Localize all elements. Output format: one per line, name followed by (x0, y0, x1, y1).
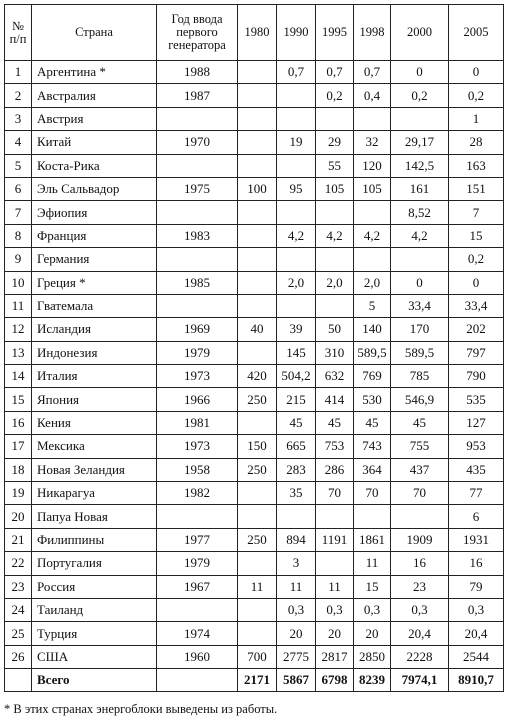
cell-1990: 2775 (277, 645, 316, 668)
table-row (5, 131, 504, 154)
cell-2005: 0 (449, 61, 504, 84)
cell-1995: 286 (316, 458, 354, 481)
cell-2000: 546,9 (391, 388, 449, 411)
cell-1990: 0,3 (277, 598, 316, 621)
cell-2000: 0,3 (391, 598, 449, 621)
cell-country: Турция (32, 622, 157, 645)
cell-1980 (238, 61, 277, 84)
cell-year: 1977 (157, 528, 238, 551)
total-2005: 8910,7 (449, 669, 504, 692)
cell-1998: 2850 (354, 645, 391, 668)
cell-1995: 2,0 (316, 271, 354, 294)
cell-1995 (316, 107, 354, 130)
cell-1995: 0,3 (316, 598, 354, 621)
cell-country: Австрия (32, 107, 157, 130)
col-header-1995: 1995 (316, 5, 354, 61)
cell-2000: 23 (391, 575, 449, 598)
cell-1990: 20 (277, 622, 316, 645)
cell-1995 (316, 248, 354, 271)
cell-number: 23 (5, 575, 32, 598)
cell-1990 (277, 294, 316, 317)
cell-year (157, 107, 238, 130)
cell-1998: 5 (354, 294, 391, 317)
cell-1980: 250 (238, 458, 277, 481)
cell-1995: 70 (316, 482, 354, 505)
cell-1980 (238, 505, 277, 528)
cell-number: 20 (5, 505, 32, 528)
cell-1990: 504,2 (277, 365, 316, 388)
cell-1995: 20 (316, 622, 354, 645)
cell-number: 15 (5, 388, 32, 411)
cell-country: Япония (32, 388, 157, 411)
cell-1998: 120 (354, 154, 391, 177)
cell-country: Никарагуа (32, 482, 157, 505)
cell-1995: 2817 (316, 645, 354, 668)
cell-1990: 894 (277, 528, 316, 551)
cell-number: 18 (5, 458, 32, 481)
cell-1998: 0,4 (354, 84, 391, 107)
cell-2000: 45 (391, 411, 449, 434)
cell-1998 (354, 248, 391, 271)
cell-1980 (238, 294, 277, 317)
cell-2000 (391, 248, 449, 271)
cell-number: 11 (5, 294, 32, 317)
total-2000: 7974,1 (391, 669, 449, 692)
cell-1980 (238, 411, 277, 434)
cell-year: 1973 (157, 365, 238, 388)
cell-number: 16 (5, 411, 32, 434)
cell-number: 5 (5, 154, 32, 177)
cell-year: 1973 (157, 435, 238, 458)
table-row (5, 318, 504, 341)
cell-1998: 11 (354, 552, 391, 575)
cell-1980: 40 (238, 318, 277, 341)
cell-2005: 0,3 (449, 598, 504, 621)
table-row (5, 505, 504, 528)
cell-2005: 7 (449, 201, 504, 224)
cell-1980: 100 (238, 177, 277, 200)
table-row (5, 552, 504, 575)
cell-1980 (238, 107, 277, 130)
cell-number: 19 (5, 482, 32, 505)
cell-2000: 589,5 (391, 341, 449, 364)
cell-1998: 2,0 (354, 271, 391, 294)
total-1990: 5867 (277, 669, 316, 692)
cell-2000: 170 (391, 318, 449, 341)
cell-2005: 953 (449, 435, 504, 458)
cell-1990 (277, 201, 316, 224)
cell-year: 1960 (157, 645, 238, 668)
table-row (5, 201, 504, 224)
cell-1995: 632 (316, 365, 354, 388)
table-row (5, 598, 504, 621)
table-row (5, 575, 504, 598)
total-label: Всего (32, 669, 157, 692)
col-header-first-generator-year: Год ввода первого генератора (157, 5, 238, 61)
cell-country: Португалия (32, 552, 157, 575)
cell-number: 2 (5, 84, 32, 107)
cell-2000: 0 (391, 271, 449, 294)
cell-number: 14 (5, 365, 32, 388)
cell-1995 (316, 294, 354, 317)
cell-2000: 785 (391, 365, 449, 388)
cell-year (157, 248, 238, 271)
cell-2000: 1909 (391, 528, 449, 551)
cell-country: Эфиопия (32, 201, 157, 224)
cell-1998 (354, 201, 391, 224)
table-row (5, 271, 504, 294)
cell-2000: 755 (391, 435, 449, 458)
cell-1990 (277, 248, 316, 271)
cell-2000: 161 (391, 177, 449, 200)
cell-1998: 4,2 (354, 224, 391, 247)
cell-1990: 283 (277, 458, 316, 481)
table-row (5, 622, 504, 645)
cell-country: Мексика (32, 435, 157, 458)
table-row (5, 435, 504, 458)
cell-1980: 250 (238, 388, 277, 411)
cell-1995: 55 (316, 154, 354, 177)
cell-2005: 20,4 (449, 622, 504, 645)
cell-1990: 11 (277, 575, 316, 598)
cell-2005: 33,4 (449, 294, 504, 317)
cell-number: 22 (5, 552, 32, 575)
cell-1998 (354, 505, 391, 528)
cell-2000: 142,5 (391, 154, 449, 177)
cell-1995 (316, 505, 354, 528)
cell-year: 1981 (157, 411, 238, 434)
cell-1995: 4,2 (316, 224, 354, 247)
cell-1998: 32 (354, 131, 391, 154)
cell-2005: 79 (449, 575, 504, 598)
cell-1995: 105 (316, 177, 354, 200)
cell-1990: 35 (277, 482, 316, 505)
header-row (5, 5, 504, 61)
cell-number: 8 (5, 224, 32, 247)
cell-1995: 1191 (316, 528, 354, 551)
cell-2005: 435 (449, 458, 504, 481)
cell-1998: 140 (354, 318, 391, 341)
table-body (5, 61, 504, 669)
cell-2005: 6 (449, 505, 504, 528)
cell-1995: 414 (316, 388, 354, 411)
cell-1990: 215 (277, 388, 316, 411)
cell-2000: 437 (391, 458, 449, 481)
cell-country: Кения (32, 411, 157, 434)
cell-country: Франция (32, 224, 157, 247)
cell-2000: 16 (391, 552, 449, 575)
cell-2005: 202 (449, 318, 504, 341)
cell-country: Таиланд (32, 598, 157, 621)
cell-1980: 11 (238, 575, 277, 598)
cell-1998 (354, 107, 391, 130)
cell-1998: 769 (354, 365, 391, 388)
table-row (5, 224, 504, 247)
cell-year (157, 598, 238, 621)
cell-1990: 19 (277, 131, 316, 154)
cell-1980 (238, 84, 277, 107)
cell-year: 1969 (157, 318, 238, 341)
cell-2005: 0 (449, 271, 504, 294)
cell-1980 (238, 622, 277, 645)
cell-1990: 4,2 (277, 224, 316, 247)
cell-1990: 95 (277, 177, 316, 200)
cell-2000: 2228 (391, 645, 449, 668)
geothermal-capacity-table (4, 4, 504, 692)
cell-1980 (238, 598, 277, 621)
cell-2005: 127 (449, 411, 504, 434)
cell-country: Папуа Новая (32, 505, 157, 528)
cell-2005: 151 (449, 177, 504, 200)
cell-1995: 29 (316, 131, 354, 154)
cell-1980: 420 (238, 365, 277, 388)
cell-2005: 0,2 (449, 248, 504, 271)
cell-2000: 0 (391, 61, 449, 84)
footnote: * В этих странах энергоблоки выведены из работы. (4, 702, 278, 716)
cell-1995 (316, 201, 354, 224)
cell-1990 (277, 107, 316, 130)
cell-1980 (238, 552, 277, 575)
col-header-number: № п/п (5, 5, 32, 61)
cell-1998: 45 (354, 411, 391, 434)
table-row (5, 388, 504, 411)
table-row (5, 645, 504, 668)
total-row (5, 669, 504, 692)
cell-1980 (238, 482, 277, 505)
cell-number: 10 (5, 271, 32, 294)
table-row (5, 154, 504, 177)
cell-country: Индонезия (32, 341, 157, 364)
cell-country: Германия (32, 248, 157, 271)
cell-year: 1966 (157, 388, 238, 411)
cell-2000: 4,2 (391, 224, 449, 247)
cell-year: 1987 (157, 84, 238, 107)
cell-country: Новая Зеландия (32, 458, 157, 481)
table-row (5, 248, 504, 271)
cell-1980 (238, 341, 277, 364)
cell-1995: 50 (316, 318, 354, 341)
cell-1980 (238, 201, 277, 224)
cell-country: Австралия (32, 84, 157, 107)
cell-2000: 33,4 (391, 294, 449, 317)
cell-2000 (391, 107, 449, 130)
cell-year: 1958 (157, 458, 238, 481)
cell-1995: 753 (316, 435, 354, 458)
cell-2005: 163 (449, 154, 504, 177)
cell-number: 6 (5, 177, 32, 200)
cell-year: 1979 (157, 341, 238, 364)
cell-1998: 743 (354, 435, 391, 458)
cell-1998: 589,5 (354, 341, 391, 364)
cell-number: 21 (5, 528, 32, 551)
cell-2005: 2544 (449, 645, 504, 668)
table-row (5, 61, 504, 84)
cell-year: 1983 (157, 224, 238, 247)
cell-1990 (277, 154, 316, 177)
cell-year: 1985 (157, 271, 238, 294)
cell-1998: 1861 (354, 528, 391, 551)
cell-year: 1974 (157, 622, 238, 645)
cell-2005: 535 (449, 388, 504, 411)
cell-country: Исландия (32, 318, 157, 341)
cell-year: 1988 (157, 61, 238, 84)
cell-1998: 15 (354, 575, 391, 598)
cell-2005: 77 (449, 482, 504, 505)
cell-number: 24 (5, 598, 32, 621)
cell-1995: 11 (316, 575, 354, 598)
cell-1990: 39 (277, 318, 316, 341)
cell-1995: 0,7 (316, 61, 354, 84)
col-header-1990: 1990 (277, 5, 316, 61)
table-row (5, 458, 504, 481)
cell-1990: 0,7 (277, 61, 316, 84)
cell-1980: 250 (238, 528, 277, 551)
cell-country: Греция * (32, 271, 157, 294)
cell-1995: 45 (316, 411, 354, 434)
cell-country: Филиппины (32, 528, 157, 551)
cell-year (157, 154, 238, 177)
table-row (5, 177, 504, 200)
total-cell-number (5, 669, 32, 692)
cell-2005: 15 (449, 224, 504, 247)
cell-number: 9 (5, 248, 32, 271)
cell-2005: 1 (449, 107, 504, 130)
cell-1998: 20 (354, 622, 391, 645)
total-cell-year (157, 669, 238, 692)
cell-year (157, 294, 238, 317)
cell-1980 (238, 248, 277, 271)
cell-1980 (238, 271, 277, 294)
cell-year: 1967 (157, 575, 238, 598)
cell-1998: 364 (354, 458, 391, 481)
cell-number: 7 (5, 201, 32, 224)
cell-country: Аргентина * (32, 61, 157, 84)
cell-1998: 105 (354, 177, 391, 200)
cell-country: Китай (32, 131, 157, 154)
table-row (5, 294, 504, 317)
cell-1998: 0,7 (354, 61, 391, 84)
cell-number: 1 (5, 61, 32, 84)
col-header-2000: 2000 (391, 5, 449, 61)
cell-number: 3 (5, 107, 32, 130)
cell-2005: 790 (449, 365, 504, 388)
cell-year (157, 201, 238, 224)
cell-2005: 0,2 (449, 84, 504, 107)
col-header-1980: 1980 (238, 5, 277, 61)
cell-1990 (277, 505, 316, 528)
cell-2000: 29,17 (391, 131, 449, 154)
cell-number: 17 (5, 435, 32, 458)
cell-2005: 797 (449, 341, 504, 364)
cell-1990: 45 (277, 411, 316, 434)
cell-1998: 70 (354, 482, 391, 505)
cell-1998: 530 (354, 388, 391, 411)
cell-1980: 150 (238, 435, 277, 458)
cell-country: Россия (32, 575, 157, 598)
cell-1995: 0,2 (316, 84, 354, 107)
col-header-2005: 2005 (449, 5, 504, 61)
cell-1980 (238, 154, 277, 177)
cell-year: 1970 (157, 131, 238, 154)
cell-number: 12 (5, 318, 32, 341)
cell-2000: 70 (391, 482, 449, 505)
cell-1995: 310 (316, 341, 354, 364)
cell-2005: 16 (449, 552, 504, 575)
cell-number: 26 (5, 645, 32, 668)
total-1980: 2171 (238, 669, 277, 692)
cell-1990: 3 (277, 552, 316, 575)
total-1995: 6798 (316, 669, 354, 692)
cell-country: Коста-Рика (32, 154, 157, 177)
cell-1990 (277, 84, 316, 107)
cell-1990: 2,0 (277, 271, 316, 294)
cell-1980 (238, 224, 277, 247)
cell-1995 (316, 552, 354, 575)
table-row (5, 341, 504, 364)
table-row (5, 107, 504, 130)
cell-number: 25 (5, 622, 32, 645)
cell-2000: 20,4 (391, 622, 449, 645)
cell-year (157, 505, 238, 528)
cell-year: 1982 (157, 482, 238, 505)
table-row (5, 411, 504, 434)
cell-2000 (391, 505, 449, 528)
col-header-country: Страна (32, 5, 157, 61)
cell-2005: 1931 (449, 528, 504, 551)
cell-country: США (32, 645, 157, 668)
cell-2005: 28 (449, 131, 504, 154)
cell-year: 1975 (157, 177, 238, 200)
cell-1980: 700 (238, 645, 277, 668)
table-row (5, 482, 504, 505)
table-row (5, 84, 504, 107)
cell-country: Гватемала (32, 294, 157, 317)
table-row (5, 365, 504, 388)
total-1998: 8239 (354, 669, 391, 692)
cell-2000: 8,52 (391, 201, 449, 224)
cell-1990: 665 (277, 435, 316, 458)
table-row (5, 528, 504, 551)
cell-country: Италия (32, 365, 157, 388)
cell-number: 13 (5, 341, 32, 364)
cell-number: 4 (5, 131, 32, 154)
cell-2000: 0,2 (391, 84, 449, 107)
cell-year: 1979 (157, 552, 238, 575)
cell-1990: 145 (277, 341, 316, 364)
cell-country: Эль Сальвадор (32, 177, 157, 200)
col-header-1998: 1998 (354, 5, 391, 61)
cell-1980 (238, 131, 277, 154)
cell-1998: 0,3 (354, 598, 391, 621)
